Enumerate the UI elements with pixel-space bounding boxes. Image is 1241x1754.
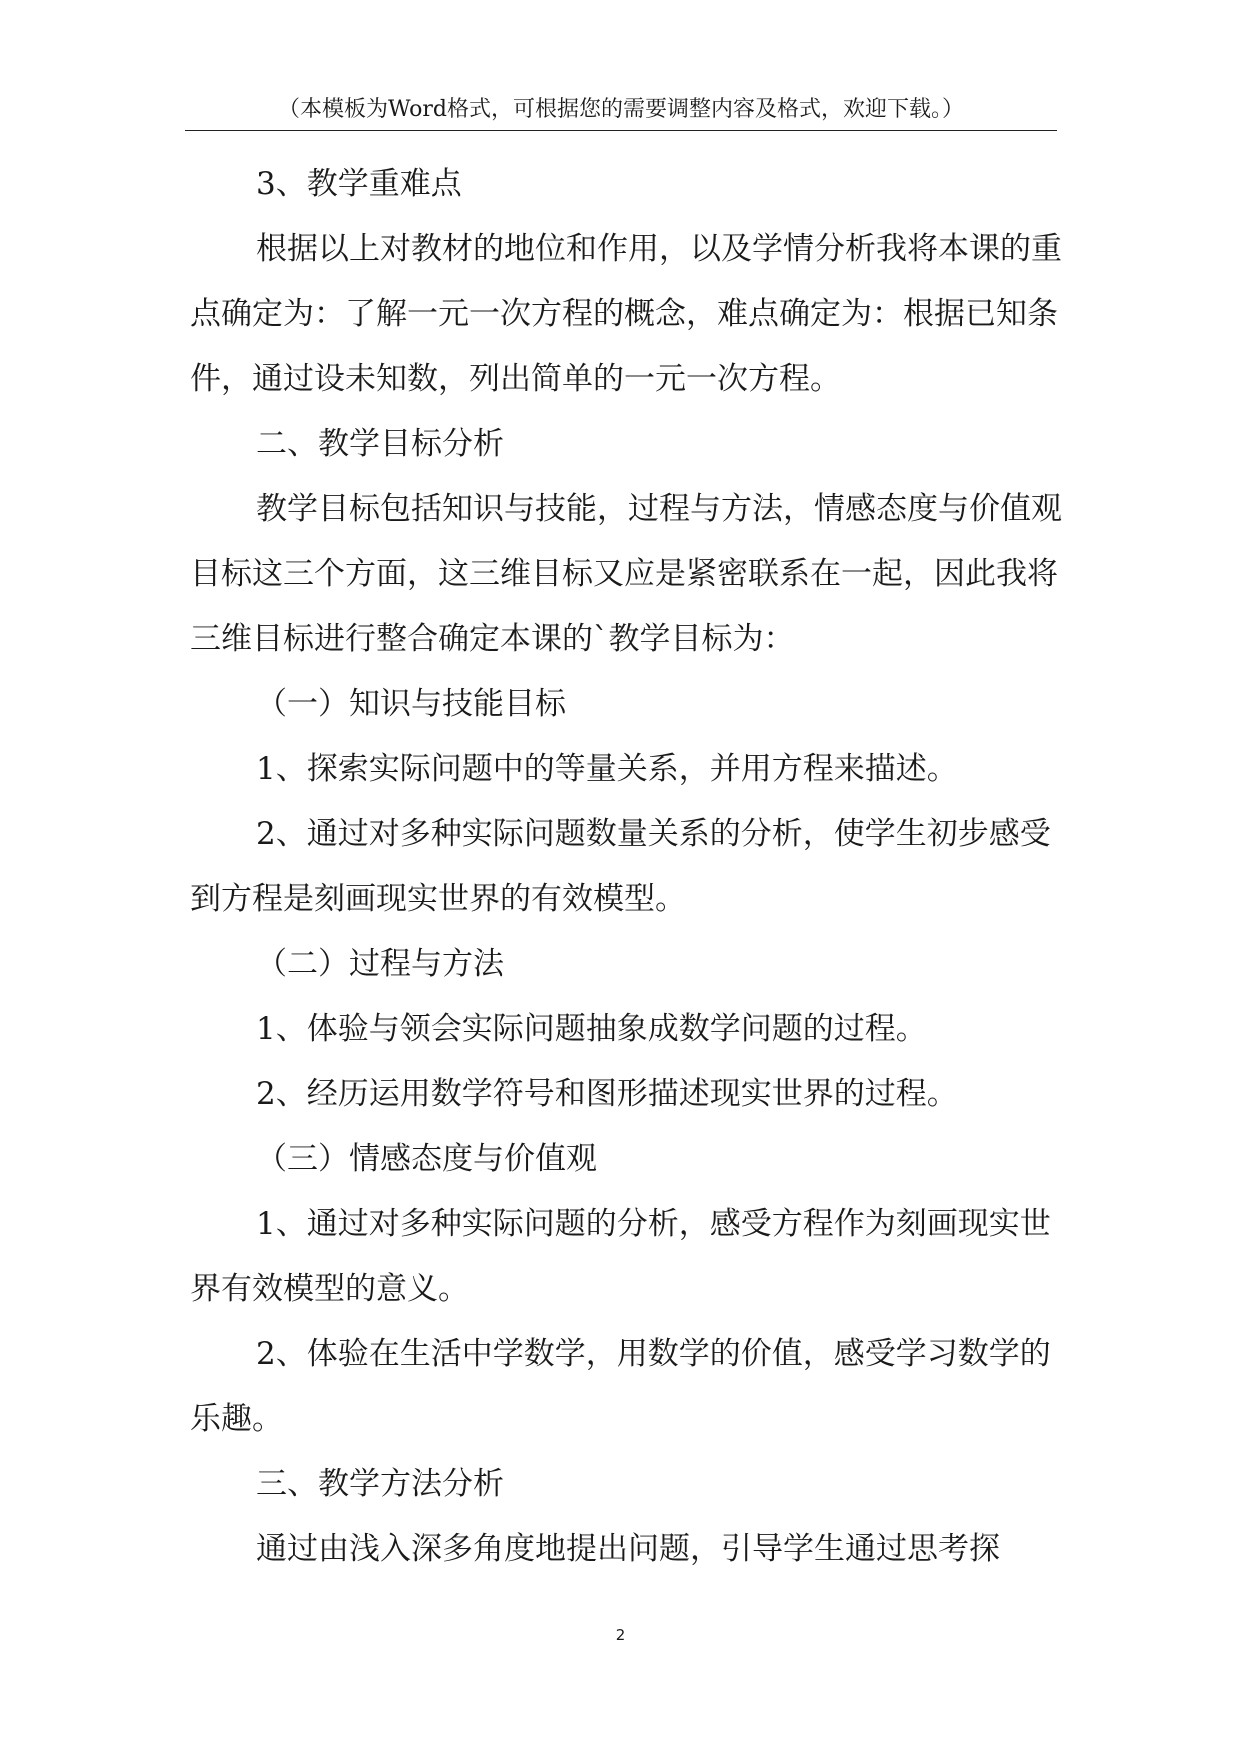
page-number: 2 [615, 1626, 626, 1644]
list-item: 1、体验与领会实际问题抽象成数学问题的过程。 [256, 1011, 927, 1047]
list-item: 2、体验在生活中学数学，用数学的价值，感受学习数学的乐趣。 [190, 1336, 1051, 1437]
paragraph: 根据以上对教材的地位和作用，以及学情分析我将本课的重点确定为：了解一元一次方程的概念，难点确定为：根据已知条件，通过设未知数，列出简单的一元一次方程。 [190, 231, 1062, 397]
paragraph: 教学目标包括知识与技能，过程与方法，情感态度与价值观目标这三个方面，这三维目标又应是紧密联系在一起，因此我将三维目标进行整合确定本课的`教学目标为： [190, 491, 1062, 657]
paragraph-heading-key-points: 3、教学重难点 [256, 166, 462, 202]
subsection-heading: （二）过程与方法 [256, 946, 504, 982]
list-item: 2、经历运用数学符号和图形描述现实世界的过程。 [256, 1076, 958, 1112]
paragraph: 通过由浅入深多角度地提出问题，引导学生通过思考探 [256, 1531, 1000, 1567]
section-heading: 三、教学方法分析 [256, 1466, 504, 1502]
subsection-heading: （三）情感态度与价值观 [256, 1141, 597, 1177]
document-body [190, 152, 1070, 1582]
list-item: 1、探索实际问题中的等量关系，并用方程来描述。 [256, 751, 958, 787]
list-item: 1、通过对多种实际问题的分析，感受方程作为刻画现实世界有效模型的意义。 [190, 1206, 1051, 1307]
subsection-heading: （一）知识与技能目标 [256, 686, 566, 722]
header-note: （本模板为Word格式，可根据您的需要调整内容及格式，欢迎下载。） [278, 97, 964, 122]
list-item: 2、通过对多种实际问题数量关系的分析，使学生初步感受到方程是刻画现实世界的有效模型。 [190, 816, 1051, 917]
header-divider [185, 130, 1057, 131]
section-heading: 二、教学目标分析 [256, 426, 504, 462]
